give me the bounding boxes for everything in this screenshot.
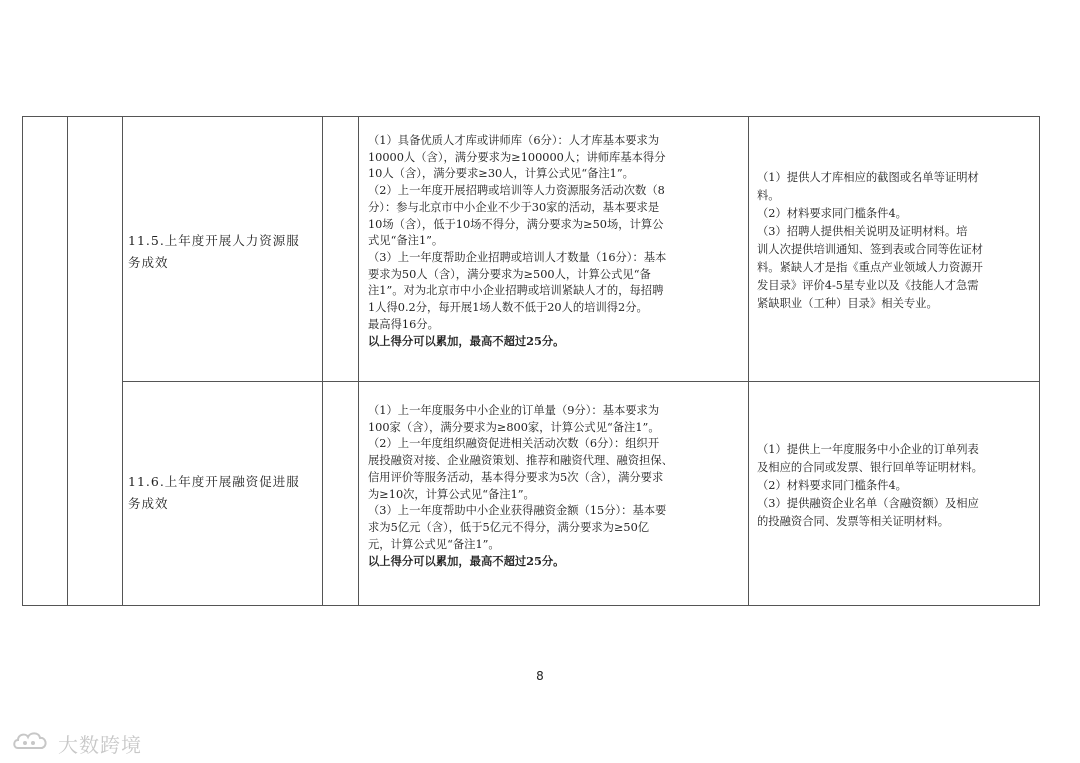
row-2-item-line: 11.6.上年度开展融资促进服	[128, 474, 300, 489]
row-1-item-line: 11.5.上年度开展人力资源服	[128, 233, 300, 248]
content-line: 式见“备注1”。	[368, 234, 444, 248]
material-line: （1）提供人才库相应的截图或名单等证明材	[757, 171, 979, 184]
material-line: 训人次提供培训通知、签到表或合同等佐证材	[757, 243, 983, 256]
content-line: （3）上一年度帮助企业招聘或培训人才数量（16分）：基本	[368, 250, 667, 264]
content-line: （2）上一年度组织融资促进相关活动次数（6分）：组织开	[368, 437, 660, 451]
table-col-border-2	[67, 116, 68, 606]
content-summary-bold: 以上得分可以累加，最高不超过25分。	[368, 334, 565, 349]
content-line: 为≥10次，计算公式见“备注1”。	[368, 487, 535, 501]
material-line: 的投融资合同、发票等相关证明材料。	[757, 515, 950, 528]
content-line: 要求为50人（含），满分要求为≥500人，计算公式见“备	[368, 267, 651, 281]
content-line: 求为5亿元（含），低于5亿元不得分，满分要求为≥50亿	[368, 520, 650, 534]
row-1-scoring-content	[368, 133, 744, 350]
table-top-border	[22, 116, 1040, 117]
table-col-border-1	[22, 116, 23, 606]
material-line: （2）材料要求同门槛条件4。	[757, 207, 907, 220]
row-1-item-name	[128, 230, 318, 274]
material-line: 及相应的合同或发票、银行回单等证明材料。	[757, 461, 983, 474]
material-line: （2）材料要求同门槛条件4。	[757, 479, 907, 492]
page-number: 8	[536, 669, 544, 683]
content-line: 最高得16分。	[368, 317, 439, 331]
content-line: 分）：参与北京市中小企业不少于30家的活动，基本要求是	[368, 200, 660, 214]
content-line: （1）上一年度服务中小企业的订单量（9分）：基本要求为	[368, 404, 660, 417]
content-line: （1）具备优质人才库或讲师库（6分）：人才库基本要求为	[368, 134, 660, 147]
watermark-logo	[12, 728, 142, 758]
table-col-border-5	[358, 116, 359, 606]
material-line: 紧缺职业（工种）目录》相关专业。	[757, 297, 938, 310]
row-2-item-name	[128, 471, 318, 515]
material-line: 发目录》评价4-5星专业以及《技能人才急需	[757, 279, 979, 292]
table-row-divider	[122, 381, 1040, 382]
row-2-item-line: 务成效	[128, 496, 169, 511]
content-line: （2）上一年度开展招聘或培训等人力资源服务活动次数（8	[368, 184, 665, 198]
content-line: 10人（含），满分要求≥30人，计算公式见“备注1”。	[368, 167, 634, 181]
material-line: （3）提供融资企业名单（含融资额）及相应	[757, 497, 979, 510]
row-2-material-requirements	[757, 441, 1037, 531]
row-2-scoring-content	[368, 403, 744, 570]
content-line: 1人得0.2分，每开展1场人数不低于20人的培训得2分。	[368, 301, 648, 315]
table-bottom-border	[22, 605, 1040, 606]
row-1-item-line: 务成效	[128, 255, 169, 270]
material-line: （3）招聘人提供相关说明及证明材料。培	[757, 225, 968, 238]
content-line: 元，计算公式见“备注1”。	[368, 537, 500, 551]
material-line: （1）提供上一年度服务中小企业的订单列表	[757, 443, 979, 456]
table-col-border-3	[122, 116, 123, 606]
content-line: 100家（含），满分要求为≥800家，计算公式见“备注1”。	[368, 420, 660, 434]
material-line: 料。	[757, 189, 780, 202]
content-line: 10场（含），低于10场不得分，满分要求为≥50场，计算公	[368, 217, 664, 231]
content-line: 注1”。对为北京市中小企业招聘或培训紧缺人才的，每招聘	[368, 284, 664, 298]
table-col-border-4	[322, 116, 323, 606]
table-col-border-7	[1039, 116, 1040, 606]
content-line: 展投融资对接、企业融资策划、推荐和融资代理、融资担保、	[368, 454, 674, 468]
content-summary-bold: 以上得分可以累加，最高不超过25分。	[368, 554, 565, 569]
table-col-border-6	[748, 116, 749, 606]
content-line: （3）上一年度帮助中小企业获得融资金额（15分）：基本要	[368, 504, 667, 518]
watermark-text: 大数跨境	[58, 732, 142, 757]
row-1-material-requirements	[757, 169, 1037, 313]
content-line: 信用评价等服务活动，基本得分要求为5次（含），满分要求	[368, 470, 664, 484]
material-line: 料。紧缺人才是指《重点产业领域人力资源开	[757, 261, 983, 274]
cloud-logo-icon	[12, 728, 52, 758]
content-line: 10000人（含），满分要求为≥100000人；讲师库基本得分	[368, 150, 666, 164]
